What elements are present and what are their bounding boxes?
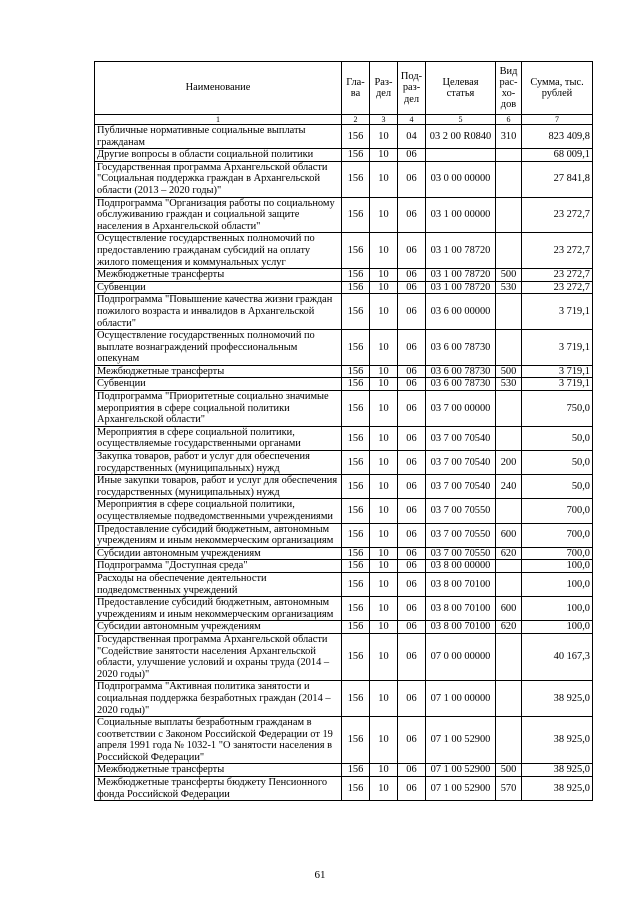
cell-summa: 700,0 [522, 547, 593, 560]
cell-statya: 03 1 00 00000 [426, 197, 496, 233]
cell-statya: 03 7 00 70540 [426, 451, 496, 475]
cell-vid [496, 294, 522, 330]
table-row [95, 391, 593, 427]
cell-summa: 3 719,1 [522, 365, 593, 378]
table-row [95, 149, 593, 162]
cell-vid: 500 [496, 764, 522, 777]
cell-glava: 156 [342, 597, 370, 621]
cell-statya: 03 7 00 70540 [426, 426, 496, 450]
table-row [95, 681, 593, 717]
cell-vid [496, 426, 522, 450]
cell-vid: 500 [496, 269, 522, 282]
cell-summa: 68 009,1 [522, 149, 593, 162]
cell-vid: 530 [496, 378, 522, 391]
table-row [95, 572, 593, 596]
cell-podrazdel: 06 [398, 426, 426, 450]
cell-razdel: 10 [370, 378, 398, 391]
cell-podrazdel: 06 [398, 378, 426, 391]
cell-glava: 156 [342, 426, 370, 450]
header-glava: Гла-ва [342, 62, 370, 115]
cell-statya: 03 0 00 00000 [426, 161, 496, 197]
cell-statya: 03 6 00 78730 [426, 365, 496, 378]
cell-podrazdel: 06 [398, 523, 426, 547]
cell-glava: 156 [342, 365, 370, 378]
cell-razdel: 10 [370, 451, 398, 475]
header-statya: Целевая статья [426, 62, 496, 115]
cell-statya: 03 6 00 78730 [426, 378, 496, 391]
table-row [95, 547, 593, 560]
cell-glava: 156 [342, 572, 370, 596]
cell-vid: 620 [496, 621, 522, 634]
cell-name: Социальные выплаты безработным гражданам в соответствии с Законом Российской Федерации от 19 апреля 1991 года № 1032-1 "О занятости населения в Российской Федерации" [95, 717, 342, 764]
cell-glava: 156 [342, 777, 370, 801]
column-number: 2 [342, 115, 370, 125]
column-number: 4 [398, 115, 426, 125]
table-row [95, 499, 593, 523]
cell-name: Государственная программа Архангельской области "Социальная поддержка граждан в Архангельской области (2013 – 2020 годы)" [95, 161, 342, 197]
cell-statya: 03 7 00 70540 [426, 475, 496, 499]
cell-statya: 03 8 00 70100 [426, 572, 496, 596]
cell-vid: 200 [496, 451, 522, 475]
table-row [95, 269, 593, 282]
cell-glava: 156 [342, 621, 370, 634]
cell-glava: 156 [342, 197, 370, 233]
table-row [95, 523, 593, 547]
cell-razdel: 10 [370, 281, 398, 294]
cell-vid: 570 [496, 777, 522, 801]
cell-statya: 03 2 00 R0840 [426, 125, 496, 149]
cell-vid [496, 149, 522, 162]
table-row [95, 560, 593, 573]
header-razdel: Раз-дел [370, 62, 398, 115]
cell-razdel: 10 [370, 717, 398, 764]
cell-podrazdel: 06 [398, 149, 426, 162]
cell-vid [496, 572, 522, 596]
column-number: 1 [95, 115, 342, 125]
cell-podrazdel: 06 [398, 451, 426, 475]
table-row [95, 294, 593, 330]
table-row [95, 633, 593, 680]
column-number: 6 [496, 115, 522, 125]
cell-summa: 38 925,0 [522, 717, 593, 764]
table-row [95, 426, 593, 450]
header-summa: Сумма, тыс. рублей [522, 62, 593, 115]
cell-name: Осуществление государственных полномочий по предоставлению гражданам субсидий на оплату жилого помещения и коммунальных услуг [95, 233, 342, 269]
column-number-row [95, 115, 593, 125]
cell-summa: 700,0 [522, 499, 593, 523]
cell-podrazdel: 06 [398, 365, 426, 378]
cell-razdel: 10 [370, 365, 398, 378]
cell-podrazdel: 06 [398, 499, 426, 523]
cell-razdel: 10 [370, 499, 398, 523]
table-row [95, 330, 593, 366]
cell-glava: 156 [342, 633, 370, 680]
cell-razdel: 10 [370, 523, 398, 547]
column-number: 7 [522, 115, 593, 125]
cell-razdel: 10 [370, 681, 398, 717]
cell-razdel: 10 [370, 633, 398, 680]
cell-name: Подпрограмма "Организация работы по социальному обслуживанию граждан и социальной защите населения в Архангельской области" [95, 197, 342, 233]
cell-glava: 156 [342, 233, 370, 269]
cell-name: Межбюджетные трансферты бюджету Пенсионного фонда Российской Федерации [95, 777, 342, 801]
cell-glava: 156 [342, 523, 370, 547]
table-body [95, 125, 593, 801]
cell-name: Межбюджетные трансферты [95, 269, 342, 282]
cell-glava: 156 [342, 391, 370, 427]
cell-podrazdel: 06 [398, 330, 426, 366]
cell-glava: 156 [342, 764, 370, 777]
cell-vid [496, 717, 522, 764]
cell-vid [496, 233, 522, 269]
table-row [95, 764, 593, 777]
header-vid: Вид рас-хо-дов [496, 62, 522, 115]
cell-vid [496, 330, 522, 366]
cell-glava: 156 [342, 378, 370, 391]
cell-summa: 750,0 [522, 391, 593, 427]
cell-name: Мероприятия в сфере социальной политики, осуществляемые государственными органами [95, 426, 342, 450]
cell-podrazdel: 06 [398, 281, 426, 294]
table-row [95, 475, 593, 499]
cell-name: Межбюджетные трансферты [95, 365, 342, 378]
cell-statya: 07 1 00 52900 [426, 764, 496, 777]
cell-vid [496, 391, 522, 427]
cell-statya: 03 7 00 70550 [426, 547, 496, 560]
cell-name: Государственная программа Архангельской области "Содействие занятости населения Архангельской области, улучшение условий и охраны труда (2014 – 2020 годы)" [95, 633, 342, 680]
table-row [95, 777, 593, 801]
cell-statya: 03 7 00 70550 [426, 499, 496, 523]
cell-statya: 03 6 00 00000 [426, 294, 496, 330]
cell-statya: 03 1 00 78720 [426, 281, 496, 294]
cell-podrazdel: 06 [398, 233, 426, 269]
cell-name: Иные закупки товаров, работ и услуг для обеспечения государственных (муниципальных) нужд [95, 475, 342, 499]
cell-vid: 310 [496, 125, 522, 149]
cell-statya: 07 1 00 00000 [426, 681, 496, 717]
cell-name: Субсидии автономным учреждениям [95, 547, 342, 560]
cell-name: Публичные нормативные социальные выплаты гражданам [95, 125, 342, 149]
cell-podrazdel: 06 [398, 475, 426, 499]
budget-table-sheet [94, 61, 592, 801]
cell-razdel: 10 [370, 149, 398, 162]
cell-summa: 23 272,7 [522, 197, 593, 233]
cell-razdel: 10 [370, 621, 398, 634]
cell-razdel: 10 [370, 475, 398, 499]
cell-statya: 03 6 00 78730 [426, 330, 496, 366]
cell-statya: 03 8 00 70100 [426, 621, 496, 634]
column-number: 5 [426, 115, 496, 125]
cell-glava: 156 [342, 294, 370, 330]
cell-name: Подпрограмма "Активная политика занятости и социальная поддержка безработных граждан (2014 – 2020 годы)" [95, 681, 342, 717]
cell-vid [496, 197, 522, 233]
cell-vid: 620 [496, 547, 522, 560]
cell-statya: 07 0 00 00000 [426, 633, 496, 680]
cell-name: Расходы на обеспечение деятельности подведомственных учреждений [95, 572, 342, 596]
cell-podrazdel: 06 [398, 621, 426, 634]
cell-glava: 156 [342, 149, 370, 162]
cell-summa: 23 272,7 [522, 233, 593, 269]
cell-vid: 600 [496, 523, 522, 547]
cell-vid: 530 [496, 281, 522, 294]
cell-razdel: 10 [370, 233, 398, 269]
cell-statya: 03 7 00 70550 [426, 523, 496, 547]
table-header-row [95, 62, 593, 115]
table-row [95, 378, 593, 391]
cell-razdel: 10 [370, 547, 398, 560]
cell-glava: 156 [342, 281, 370, 294]
cell-statya: 03 8 00 00000 [426, 560, 496, 573]
cell-podrazdel: 06 [398, 161, 426, 197]
table-row [95, 621, 593, 634]
cell-summa: 38 925,0 [522, 764, 593, 777]
cell-glava: 156 [342, 451, 370, 475]
cell-podrazdel: 06 [398, 560, 426, 573]
table-row [95, 597, 593, 621]
cell-podrazdel: 06 [398, 547, 426, 560]
cell-podrazdel: 06 [398, 681, 426, 717]
cell-vid: 500 [496, 365, 522, 378]
cell-summa: 38 925,0 [522, 681, 593, 717]
cell-glava: 156 [342, 125, 370, 149]
cell-vid [496, 681, 522, 717]
cell-name: Мероприятия в сфере социальной политики, осуществляемые подведомственными учреждениями [95, 499, 342, 523]
header-name: Наименование [95, 62, 342, 115]
cell-glava: 156 [342, 560, 370, 573]
cell-vid [496, 161, 522, 197]
cell-vid [496, 560, 522, 573]
cell-summa: 38 925,0 [522, 777, 593, 801]
cell-statya: 03 8 00 70100 [426, 597, 496, 621]
cell-summa: 100,0 [522, 560, 593, 573]
cell-vid [496, 633, 522, 680]
cell-summa: 50,0 [522, 426, 593, 450]
cell-podrazdel: 06 [398, 717, 426, 764]
cell-razdel: 10 [370, 269, 398, 282]
cell-summa: 3 719,1 [522, 378, 593, 391]
cell-razdel: 10 [370, 161, 398, 197]
cell-razdel: 10 [370, 426, 398, 450]
cell-glava: 156 [342, 161, 370, 197]
cell-summa: 3 719,1 [522, 330, 593, 366]
page-number: 61 [314, 869, 326, 881]
cell-statya: 03 1 00 78720 [426, 269, 496, 282]
table-row [95, 281, 593, 294]
cell-summa: 823 409,8 [522, 125, 593, 149]
cell-name: Подпрограмма "Доступная среда" [95, 560, 342, 573]
cell-statya: 07 1 00 52900 [426, 777, 496, 801]
cell-podrazdel: 06 [398, 269, 426, 282]
cell-name: Межбюджетные трансферты [95, 764, 342, 777]
cell-name: Предоставление субсидий бюджетным, автономным учреждениям и иным некоммерческим организациям [95, 597, 342, 621]
cell-name: Субвенции [95, 378, 342, 391]
cell-razdel: 10 [370, 391, 398, 427]
cell-statya: 03 1 00 78720 [426, 233, 496, 269]
cell-name: Другие вопросы в области социальной политики [95, 149, 342, 162]
cell-podrazdel: 06 [398, 197, 426, 233]
table-row [95, 451, 593, 475]
cell-razdel: 10 [370, 560, 398, 573]
cell-podrazdel: 06 [398, 391, 426, 427]
cell-name: Подпрограмма "Приоритетные социально значимые мероприятия в сфере социальной политики Архангельской области" [95, 391, 342, 427]
header-podrazdel: Под-раз-дел [398, 62, 426, 115]
cell-glava: 156 [342, 499, 370, 523]
table-row [95, 161, 593, 197]
cell-statya: 07 1 00 52900 [426, 717, 496, 764]
cell-podrazdel: 06 [398, 764, 426, 777]
cell-name: Субвенции [95, 281, 342, 294]
cell-name: Осуществление государственных полномочий по выплате вознаграждений профессиональным опекунам [95, 330, 342, 366]
cell-summa: 700,0 [522, 523, 593, 547]
cell-razdel: 10 [370, 597, 398, 621]
cell-name: Предоставление субсидий бюджетным, автономным учреждениям и иным некоммерческим организациям [95, 523, 342, 547]
cell-glava: 156 [342, 717, 370, 764]
cell-glava: 156 [342, 269, 370, 282]
table-row [95, 365, 593, 378]
cell-razdel: 10 [370, 572, 398, 596]
cell-razdel: 10 [370, 330, 398, 366]
cell-razdel: 10 [370, 777, 398, 801]
cell-podrazdel: 06 [398, 294, 426, 330]
cell-statya [426, 149, 496, 162]
cell-vid [496, 499, 522, 523]
cell-vid: 240 [496, 475, 522, 499]
cell-summa: 27 841,8 [522, 161, 593, 197]
cell-summa: 40 167,3 [522, 633, 593, 680]
cell-glava: 156 [342, 681, 370, 717]
cell-summa: 100,0 [522, 572, 593, 596]
cell-name: Закупка товаров, работ и услуг для обеспечения государственных (муниципальных) нужд [95, 451, 342, 475]
cell-glava: 156 [342, 547, 370, 560]
cell-summa: 100,0 [522, 597, 593, 621]
cell-razdel: 10 [370, 764, 398, 777]
cell-podrazdel: 06 [398, 633, 426, 680]
cell-summa: 3 719,1 [522, 294, 593, 330]
cell-vid: 600 [496, 597, 522, 621]
cell-name: Подпрограмма "Повышение качества жизни граждан пожилого возраста и инвалидов в Архангельской области" [95, 294, 342, 330]
cell-razdel: 10 [370, 125, 398, 149]
table-row [95, 125, 593, 149]
cell-podrazdel: 06 [398, 572, 426, 596]
cell-statya: 03 7 00 00000 [426, 391, 496, 427]
cell-glava: 156 [342, 475, 370, 499]
column-number: 3 [370, 115, 398, 125]
cell-summa: 100,0 [522, 621, 593, 634]
table-row [95, 197, 593, 233]
cell-razdel: 10 [370, 197, 398, 233]
cell-name: Субсидии автономным учреждениям [95, 621, 342, 634]
cell-glava: 156 [342, 330, 370, 366]
cell-summa: 50,0 [522, 475, 593, 499]
cell-summa: 23 272,7 [522, 281, 593, 294]
cell-summa: 23 272,7 [522, 269, 593, 282]
cell-podrazdel: 04 [398, 125, 426, 149]
table-row [95, 233, 593, 269]
budget-table [94, 61, 593, 801]
table-row [95, 717, 593, 764]
cell-podrazdel: 06 [398, 597, 426, 621]
cell-razdel: 10 [370, 294, 398, 330]
cell-summa: 50,0 [522, 451, 593, 475]
cell-podrazdel: 06 [398, 777, 426, 801]
